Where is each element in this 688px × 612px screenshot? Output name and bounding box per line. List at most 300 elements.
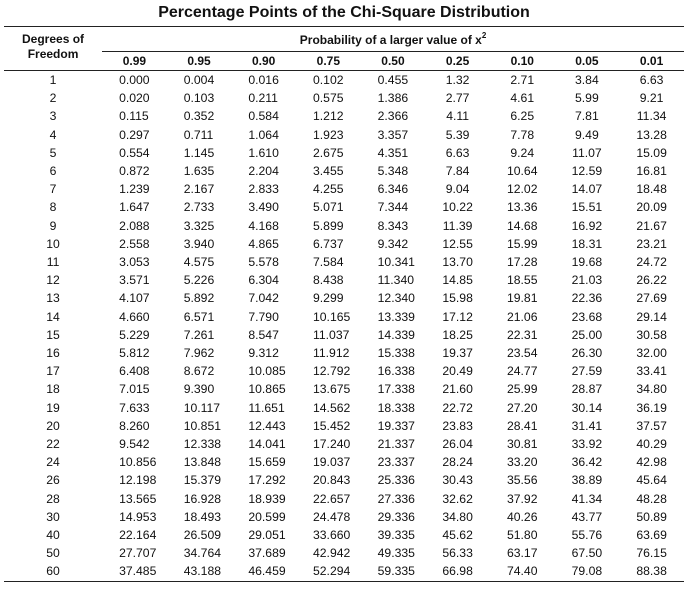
value-cell: 13.339 bbox=[377, 309, 415, 324]
value-cell: 3.053 bbox=[119, 255, 150, 270]
value-cell: 8.260 bbox=[119, 418, 150, 433]
value-cell: 2.733 bbox=[183, 200, 215, 215]
value-cell: 7.633 bbox=[119, 400, 150, 415]
degrees-of-freedom-header bbox=[4, 27, 102, 71]
table-row bbox=[4, 399, 684, 417]
dof-cell: 22 bbox=[46, 437, 60, 452]
value-cell: 15.99 bbox=[506, 236, 538, 251]
value-cell: 14.953 bbox=[119, 509, 157, 524]
value-cell: 2.204 bbox=[248, 164, 279, 179]
value-cell: 15.51 bbox=[571, 200, 603, 215]
value-cell: 1.212 bbox=[313, 109, 344, 124]
dof-cell: 12 bbox=[46, 273, 60, 288]
value-cell: 37.485 bbox=[119, 564, 157, 579]
value-cell: 8.672 bbox=[183, 364, 215, 379]
probability-label: Probability of a larger value of x bbox=[299, 33, 482, 47]
value-cell: 76.15 bbox=[636, 546, 667, 561]
value-cell: 18.31 bbox=[571, 236, 603, 251]
value-cell: 79.08 bbox=[571, 564, 603, 579]
value-cell: 42.942 bbox=[313, 546, 351, 561]
value-cell: 19.37 bbox=[442, 346, 473, 361]
table-row bbox=[4, 107, 684, 125]
table-row bbox=[4, 71, 684, 90]
value-cell: 5.892 bbox=[183, 291, 215, 306]
value-cell: 37.689 bbox=[248, 546, 286, 561]
value-cell: 20.843 bbox=[313, 473, 351, 488]
dof-cell: 15 bbox=[46, 327, 60, 342]
value-cell: 7.84 bbox=[445, 164, 470, 179]
value-cell: 7.042 bbox=[248, 291, 279, 306]
value-cell: 1.923 bbox=[313, 127, 344, 142]
value-cell: 26.04 bbox=[442, 437, 473, 452]
value-cell: 23.54 bbox=[506, 346, 538, 361]
dof-cell: 2 bbox=[49, 91, 57, 106]
value-cell: 14.339 bbox=[377, 327, 415, 342]
dof-cell: 8 bbox=[49, 200, 57, 215]
value-cell: 1.32 bbox=[445, 73, 470, 87]
dof-cell: 28 bbox=[46, 491, 60, 506]
value-cell: 7.584 bbox=[313, 255, 344, 270]
value-cell: 34.80 bbox=[442, 509, 473, 524]
value-cell: 6.408 bbox=[119, 364, 150, 379]
dof-header-line1: Degrees of bbox=[22, 32, 85, 46]
table-row bbox=[4, 344, 684, 362]
probability-column-header: 0.75 bbox=[316, 54, 340, 68]
value-cell: 19.81 bbox=[506, 291, 538, 306]
table-row bbox=[4, 526, 684, 544]
value-cell: 25.99 bbox=[506, 382, 538, 397]
value-cell: 46.459 bbox=[248, 564, 286, 579]
value-cell: 43.188 bbox=[183, 564, 221, 579]
value-cell: 5.899 bbox=[313, 218, 344, 233]
value-cell: 3.571 bbox=[119, 273, 150, 288]
value-cell: 5.99 bbox=[575, 91, 599, 106]
dof-cell: 3 bbox=[49, 109, 57, 124]
value-cell: 14.041 bbox=[248, 437, 286, 452]
value-cell: 40.26 bbox=[506, 509, 538, 524]
value-cell: 32.62 bbox=[442, 491, 473, 506]
table-row bbox=[4, 435, 684, 453]
value-cell: 7.261 bbox=[183, 327, 215, 342]
value-cell: 5.071 bbox=[313, 200, 344, 215]
value-cell: 37.57 bbox=[636, 418, 667, 433]
value-cell: 1.064 bbox=[248, 127, 279, 142]
table-row bbox=[4, 508, 684, 526]
value-cell: 0.872 bbox=[119, 164, 150, 179]
table-row bbox=[4, 326, 684, 344]
value-cell: 12.02 bbox=[506, 182, 538, 197]
value-cell: 52.294 bbox=[313, 564, 351, 579]
value-cell: 10.117 bbox=[183, 400, 221, 415]
value-cell: 22.36 bbox=[571, 291, 603, 306]
value-cell: 21.337 bbox=[377, 437, 415, 452]
value-cell: 24.77 bbox=[506, 364, 538, 379]
value-cell: 4.865 bbox=[248, 236, 279, 251]
chi-square-table bbox=[4, 26, 684, 582]
value-cell: 7.344 bbox=[377, 200, 409, 215]
value-cell: 17.338 bbox=[377, 382, 415, 397]
value-cell: 22.657 bbox=[313, 491, 351, 506]
value-cell: 0.004 bbox=[183, 73, 215, 87]
value-cell: 10.085 bbox=[248, 364, 286, 379]
value-cell: 11.340 bbox=[377, 273, 415, 288]
probability-header bbox=[102, 27, 684, 52]
value-cell: 33.20 bbox=[506, 455, 538, 470]
table-row bbox=[4, 417, 684, 435]
value-cell: 18.939 bbox=[248, 491, 286, 506]
value-cell: 25.336 bbox=[377, 473, 415, 488]
value-cell: 39.335 bbox=[377, 528, 415, 543]
value-cell: 12.338 bbox=[183, 437, 221, 452]
value-cell: 4.61 bbox=[510, 91, 535, 106]
value-cell: 33.660 bbox=[313, 528, 351, 543]
value-cell: 1.239 bbox=[119, 182, 150, 197]
value-cell: 51.80 bbox=[506, 528, 538, 543]
dof-cell: 11 bbox=[46, 255, 60, 270]
value-cell: 7.81 bbox=[575, 109, 599, 124]
value-cell: 28.41 bbox=[506, 418, 538, 433]
value-cell: 6.571 bbox=[183, 309, 215, 324]
value-cell: 9.24 bbox=[510, 145, 535, 160]
value-cell: 13.28 bbox=[636, 127, 667, 142]
value-cell: 2.088 bbox=[119, 218, 150, 233]
value-cell: 28.24 bbox=[442, 455, 473, 470]
table-row bbox=[4, 144, 684, 162]
probability-superscript: 2 bbox=[481, 31, 487, 40]
value-cell: 23.68 bbox=[571, 309, 603, 324]
value-cell: 11.037 bbox=[313, 327, 350, 342]
value-cell: 32.00 bbox=[636, 346, 667, 361]
value-cell: 63.69 bbox=[636, 528, 667, 543]
value-cell: 10.22 bbox=[442, 200, 473, 215]
value-cell: 36.19 bbox=[636, 400, 667, 415]
value-cell: 15.98 bbox=[442, 291, 473, 306]
value-cell: 17.240 bbox=[313, 437, 351, 452]
value-cell: 0.000 bbox=[119, 73, 150, 87]
value-cell: 74.40 bbox=[506, 564, 538, 579]
value-cell: 48.28 bbox=[636, 491, 667, 506]
value-cell: 29.14 bbox=[636, 309, 667, 324]
value-cell: 35.56 bbox=[506, 473, 538, 488]
value-cell: 31.41 bbox=[571, 418, 603, 433]
dof-cell: 40 bbox=[46, 528, 60, 543]
value-cell: 30.81 bbox=[506, 437, 538, 452]
value-cell: 23.83 bbox=[442, 418, 473, 433]
value-cell: 15.338 bbox=[377, 346, 415, 361]
value-cell: 16.92 bbox=[571, 218, 603, 233]
value-cell: 10.165 bbox=[313, 309, 351, 324]
value-cell: 3.325 bbox=[183, 218, 215, 233]
table-row bbox=[4, 235, 684, 253]
value-cell: 4.11 bbox=[446, 109, 470, 124]
value-cell: 9.299 bbox=[313, 291, 344, 306]
value-cell: 14.68 bbox=[506, 218, 538, 233]
value-cell: 9.542 bbox=[119, 437, 150, 452]
value-cell: 13.848 bbox=[183, 455, 221, 470]
value-cell: 10.851 bbox=[183, 418, 221, 433]
value-cell: 56.33 bbox=[442, 546, 473, 561]
value-cell: 9.49 bbox=[575, 127, 599, 142]
table-row bbox=[4, 490, 684, 508]
value-cell: 1.647 bbox=[119, 200, 150, 215]
table-row bbox=[4, 471, 684, 489]
value-cell: 41.34 bbox=[571, 491, 603, 506]
value-cell: 17.292 bbox=[248, 473, 286, 488]
value-cell: 18.25 bbox=[442, 327, 473, 342]
value-cell: 27.59 bbox=[571, 364, 603, 379]
value-cell: 0.352 bbox=[183, 109, 215, 124]
value-cell: 43.77 bbox=[571, 509, 603, 524]
probability-column-header: 0.25 bbox=[445, 54, 470, 68]
table-row bbox=[4, 217, 684, 235]
table-row bbox=[4, 308, 684, 326]
value-cell: 5.229 bbox=[119, 327, 150, 342]
probability-column-header: 0.99 bbox=[122, 54, 147, 68]
table-header bbox=[4, 27, 684, 71]
value-cell: 45.62 bbox=[442, 528, 473, 543]
value-cell: 21.06 bbox=[506, 309, 538, 324]
value-cell: 2.833 bbox=[248, 182, 279, 197]
value-cell: 0.115 bbox=[119, 109, 149, 124]
probability-values-row bbox=[4, 52, 684, 71]
value-cell: 6.63 bbox=[445, 145, 470, 160]
value-cell: 33.92 bbox=[571, 437, 603, 452]
value-cell: 27.707 bbox=[119, 546, 157, 561]
value-cell: 2.675 bbox=[313, 145, 344, 160]
value-cell: 2.167 bbox=[183, 182, 215, 197]
value-cell: 29.336 bbox=[377, 509, 415, 524]
value-cell: 18.48 bbox=[636, 182, 667, 197]
dof-cell: 9 bbox=[49, 218, 57, 233]
dof-cell: 4 bbox=[49, 127, 57, 142]
value-cell: 9.21 bbox=[639, 91, 664, 106]
value-cell: 45.64 bbox=[636, 473, 667, 488]
value-cell: 26.30 bbox=[571, 346, 603, 361]
value-cell: 23.337 bbox=[377, 455, 415, 470]
value-cell: 21.03 bbox=[571, 273, 603, 288]
value-cell: 15.379 bbox=[183, 473, 221, 488]
value-cell: 10.865 bbox=[248, 382, 286, 397]
table-row bbox=[4, 162, 684, 180]
probability-column-header: 0.05 bbox=[575, 54, 599, 68]
table-row bbox=[4, 289, 684, 307]
value-cell: 3.490 bbox=[248, 200, 279, 215]
value-cell: 8.438 bbox=[313, 273, 344, 288]
value-cell: 1.610 bbox=[248, 145, 279, 160]
value-cell: 4.575 bbox=[183, 255, 215, 270]
value-cell: 16.928 bbox=[183, 491, 221, 506]
value-cell: 27.20 bbox=[506, 400, 538, 415]
value-cell: 0.297 bbox=[119, 127, 150, 142]
value-cell: 63.17 bbox=[506, 546, 538, 561]
probability-column-header: 0.95 bbox=[187, 54, 211, 68]
value-cell: 13.70 bbox=[442, 255, 473, 270]
value-cell: 0.103 bbox=[183, 91, 215, 106]
value-cell: 20.09 bbox=[636, 200, 667, 215]
value-cell: 18.338 bbox=[377, 400, 415, 415]
value-cell: 28.87 bbox=[571, 382, 603, 397]
value-cell: 59.335 bbox=[377, 564, 415, 579]
value-cell: 33.41 bbox=[636, 364, 667, 379]
value-cell: 50.89 bbox=[636, 509, 667, 524]
dof-cell: 10 bbox=[46, 236, 60, 251]
dof-cell: 1 bbox=[49, 73, 57, 87]
value-cell: 22.72 bbox=[442, 400, 473, 415]
value-cell: 3.455 bbox=[313, 164, 344, 179]
value-cell: 29.051 bbox=[248, 528, 286, 543]
value-cell: 9.390 bbox=[183, 382, 215, 397]
value-cell: 25.00 bbox=[571, 327, 603, 342]
value-cell: 4.168 bbox=[248, 218, 279, 233]
value-cell: 2.77 bbox=[445, 91, 470, 106]
value-cell: 6.346 bbox=[377, 182, 409, 197]
value-cell: 1.145 bbox=[183, 145, 215, 160]
value-cell: 7.015 bbox=[119, 382, 150, 397]
table-body bbox=[4, 71, 684, 582]
dof-cell: 26 bbox=[46, 473, 60, 488]
value-cell: 26.22 bbox=[636, 273, 667, 288]
value-cell: 5.578 bbox=[248, 255, 279, 270]
dof-cell: 30 bbox=[46, 509, 60, 524]
value-cell: 11.39 bbox=[442, 218, 473, 233]
value-cell: 19.037 bbox=[313, 455, 351, 470]
probability-column-header: 0.50 bbox=[381, 54, 405, 68]
value-cell: 3.84 bbox=[575, 73, 599, 87]
value-cell: 3.357 bbox=[377, 127, 409, 142]
value-cell: 55.76 bbox=[571, 528, 603, 543]
table-row bbox=[4, 544, 684, 562]
table-row bbox=[4, 380, 684, 398]
dof-cell: 24 bbox=[46, 455, 60, 470]
value-cell: 17.12 bbox=[442, 309, 473, 324]
value-cell: 11.651 bbox=[248, 400, 285, 415]
value-cell: 4.351 bbox=[377, 145, 409, 160]
value-cell: 19.68 bbox=[571, 255, 603, 270]
value-cell: 20.49 bbox=[442, 364, 473, 379]
value-cell: 9.04 bbox=[445, 182, 470, 197]
value-cell: 18.55 bbox=[506, 273, 538, 288]
value-cell: 14.85 bbox=[442, 273, 473, 288]
value-cell: 22.164 bbox=[119, 528, 157, 543]
probability-column-header: 0.10 bbox=[510, 54, 534, 68]
value-cell: 5.39 bbox=[445, 127, 470, 142]
table-row bbox=[4, 126, 684, 144]
dof-cell: 16 bbox=[46, 346, 60, 361]
table-row bbox=[4, 362, 684, 380]
value-cell: 27.336 bbox=[377, 491, 415, 506]
value-cell: 8.547 bbox=[248, 327, 279, 342]
value-cell: 24.72 bbox=[636, 255, 667, 270]
value-cell: 16.338 bbox=[377, 364, 415, 379]
value-cell: 11.34 bbox=[636, 109, 667, 124]
value-cell: 5.348 bbox=[377, 164, 409, 179]
dof-cell: 7 bbox=[49, 182, 57, 197]
value-cell: 21.67 bbox=[636, 218, 667, 233]
value-cell: 12.443 bbox=[248, 418, 286, 433]
value-cell: 36.42 bbox=[571, 455, 603, 470]
value-cell: 30.14 bbox=[571, 400, 603, 415]
value-cell: 1.386 bbox=[377, 91, 409, 106]
value-cell: 11.07 bbox=[572, 145, 602, 160]
value-cell: 0.554 bbox=[119, 145, 150, 160]
value-cell: 6.304 bbox=[248, 273, 279, 288]
value-cell: 9.342 bbox=[377, 236, 409, 251]
value-cell: 3.940 bbox=[183, 236, 215, 251]
value-cell: 10.64 bbox=[506, 164, 538, 179]
value-cell: 15.452 bbox=[313, 418, 351, 433]
value-cell: 9.312 bbox=[248, 346, 279, 361]
dof-cell: 18 bbox=[46, 382, 60, 397]
value-cell: 23.21 bbox=[636, 236, 667, 251]
table-row bbox=[4, 453, 684, 471]
dof-cell: 14 bbox=[46, 309, 60, 324]
value-cell: 12.198 bbox=[119, 473, 157, 488]
value-cell: 12.59 bbox=[571, 164, 603, 179]
table-row bbox=[4, 253, 684, 271]
value-cell: 0.020 bbox=[119, 91, 150, 106]
value-cell: 2.366 bbox=[377, 109, 409, 124]
value-cell: 20.599 bbox=[248, 509, 286, 524]
value-cell: 0.102 bbox=[313, 73, 344, 87]
dof-cell: 5 bbox=[49, 145, 57, 160]
value-cell: 6.25 bbox=[510, 109, 535, 124]
value-cell: 27.69 bbox=[636, 291, 667, 306]
value-cell: 38.89 bbox=[571, 473, 603, 488]
dof-cell: 50 bbox=[46, 546, 60, 561]
value-cell: 30.43 bbox=[442, 473, 473, 488]
value-cell: 7.790 bbox=[248, 309, 279, 324]
table-row bbox=[4, 271, 684, 289]
value-cell: 16.81 bbox=[636, 164, 667, 179]
value-cell: 17.28 bbox=[506, 255, 538, 270]
value-cell: 18.493 bbox=[183, 509, 221, 524]
value-cell: 13.565 bbox=[119, 491, 157, 506]
value-cell: 26.509 bbox=[183, 528, 221, 543]
value-cell: 37.92 bbox=[506, 491, 538, 506]
value-cell: 49.335 bbox=[377, 546, 415, 561]
table-row bbox=[4, 89, 684, 107]
value-cell: 5.226 bbox=[183, 273, 215, 288]
value-cell: 5.812 bbox=[119, 346, 150, 361]
value-cell: 15.659 bbox=[248, 455, 286, 470]
value-cell: 19.337 bbox=[377, 418, 415, 433]
value-cell: 4.107 bbox=[119, 291, 150, 306]
value-cell: 14.07 bbox=[571, 182, 603, 197]
value-cell: 8.343 bbox=[377, 218, 409, 233]
value-cell: 7.78 bbox=[510, 127, 535, 142]
value-cell: 4.255 bbox=[313, 182, 344, 197]
value-cell: 4.660 bbox=[119, 309, 150, 324]
probability-column-header: 0.01 bbox=[639, 54, 664, 68]
value-cell: 10.856 bbox=[119, 455, 157, 470]
value-cell: 12.792 bbox=[313, 364, 351, 379]
value-cell: 21.60 bbox=[442, 382, 473, 397]
value-cell: 15.09 bbox=[636, 145, 667, 160]
value-cell: 11.912 bbox=[313, 346, 350, 361]
table-title: Percentage Points of the Chi-Square Distribution bbox=[158, 4, 530, 21]
table-row bbox=[4, 562, 684, 581]
value-cell: 2.71 bbox=[510, 73, 535, 87]
value-cell: 6.63 bbox=[639, 73, 664, 87]
dof-cell: 19 bbox=[46, 400, 60, 415]
value-cell: 0.575 bbox=[313, 91, 344, 106]
value-cell: 22.31 bbox=[506, 327, 538, 342]
value-cell: 88.38 bbox=[636, 564, 667, 579]
value-cell: 13.675 bbox=[313, 382, 351, 397]
value-cell: 6.737 bbox=[313, 236, 344, 251]
table-row bbox=[4, 180, 684, 198]
value-cell: 0.711 bbox=[183, 127, 214, 142]
